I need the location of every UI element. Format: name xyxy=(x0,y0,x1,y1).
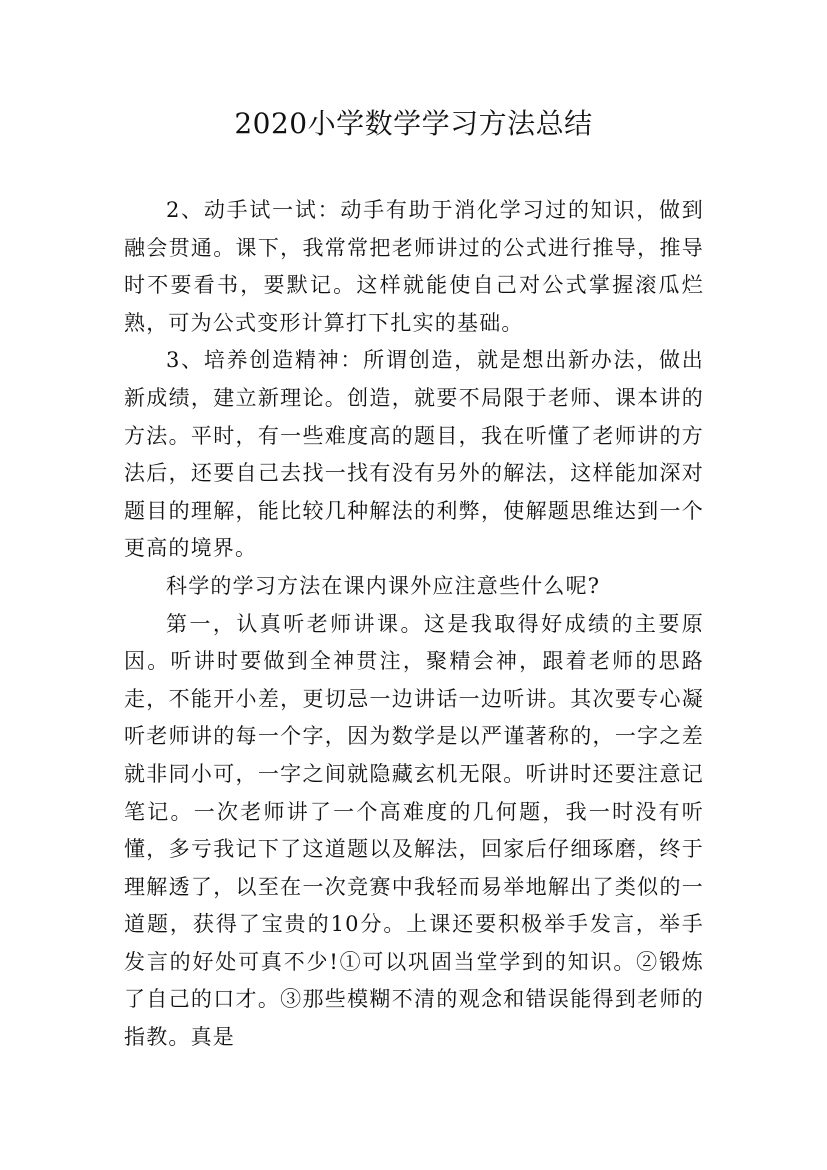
document-title: 2020小学数学学习方法总结 xyxy=(234,107,593,140)
paragraph-listening: 第一，认真听老师讲课。这是我取得好成绩的主要原因。听讲时要做到全神贯注，聚精会神，跟着老师的思路走，不能开小差，更切忌一边讲话一边听讲。其次要专心凝听老师讲的每一个字，因为数学是以严谨著称的，一字之差就非同小可，一字之间就隐藏玄机无限。听讲时还要注意记笔记。一次老师讲了一个高难度的几何题，我一时没有听懂，多亏我记下了这道题以及解法，回家后仔细琢磨，终于理解透了，以至在一次竞赛中我轻而易举地解出了类似的一道题，获得了宝贵的10分。上课还要积极举手发言，举手发言的好处可真不少!①可以巩固当堂学到的知识。②锻炼了自己的口才。③那些模糊不清的观念和错误能得到老师的指教。真是 xyxy=(124,611,704,1050)
paragraph-hands-on: 2、动手试一试：动手有助于消化学习过的知识，做到融会贯通。课下，我常常把老师讲过的公式进行推导，推导时不要看书，要默记。这样就能使自己对公式掌握滚瓜烂熟，可为公式变形计算打下扎实的基础。 xyxy=(124,198,704,335)
paragraph-creativity: 3、培养创造精神：所谓创造，就是想出新办法，做出新成绩，建立新理论。创造，就要不局限于老师、课本讲的方法。平时，有一些难度高的题目，我在听懂了老师讲的方法后，还要自己去找一找有没有另外的解法，这样能加深对题目的理解，能比较几种解法的利弊，使解题思维达到一个更高的境界。 xyxy=(124,348,704,561)
document-body xyxy=(124,192,704,1057)
paragraph-question: 科学的学习方法在课内课外应注意些什么呢? xyxy=(166,573,601,598)
